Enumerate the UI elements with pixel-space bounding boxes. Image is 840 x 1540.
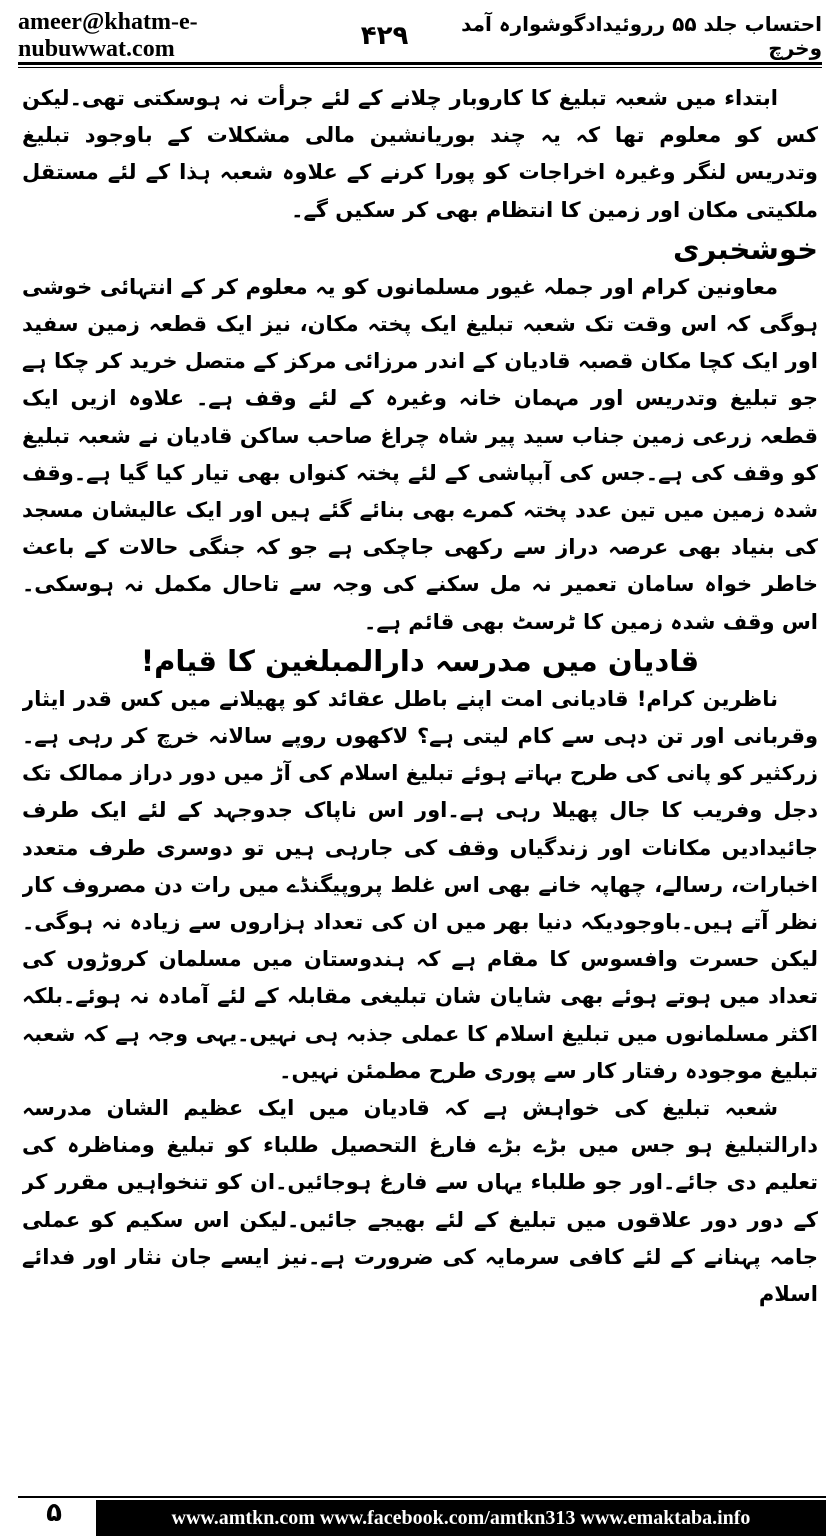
header-page-number: ۴۲۹ — [360, 21, 409, 51]
footer-page-number: ۵ — [46, 1498, 62, 1528]
page-body — [22, 80, 818, 1480]
header-left — [18, 9, 408, 63]
heading-madrasa: قادیان میں مدرسہ دارالمبلغین کا قیام! — [140, 643, 700, 678]
header-email: ameer@khatm-e-nubuwwat.com — [18, 9, 198, 62]
paragraph-2: معاونین کرام اور جملہ غیور مسلمانوں کو یہ معلوم کر کے انتہائی خوشی ہوگی کہ اس وقت تک شعبہ تبلیغ ایک پختہ مکان، نیز ایک قطعہ زمین سفید اور ایک کچا مکان قصبہ قادیان کے اندر مرزائی مرکز کے متصل خرید کر چکا ہے جو تبلیغ وتدریس اور مہمان خانہ وغیرہ کے لئے وقف ہے۔ علاوہ ازیں ایک قطعہ زرعی زمین جناب سید پیر شاہ چراغ صاحب ساکن قادیان نے شعبہ تبلیغ کو وقف کی ہے۔جس کی آبپاشی کے لئے پختہ کنواں بھی تیار کیا گیا ہے۔وقف شدہ زمین میں تین عدد پختہ کمرے بھی بنائے گئے ہیں اور ایک عالیشان مسجد کی بنیاد بھی عرصہ دراز سے رکھی جاچکی ہے جو کہ جنگی حالات کے باعث خاطر خواہ سامان تعمیر نہ مل سکنے کی وجہ سے تاحال مکمل نہ ہوسکی۔اس وقف شدہ زمین کا ٹرسٹ بھی قائم ہے۔ — [22, 274, 818, 634]
header-rule — [18, 62, 822, 65]
header-title: احتساب جلد ۵۵ رروئیدادگوشوارہ آمد وخرچ — [461, 12, 822, 60]
footer-rule — [18, 1496, 826, 1498]
page-footer — [0, 1492, 840, 1540]
paragraph-4: شعبہ تبلیغ کی خواہش ہے کہ قادیان میں ایک عظیم الشان مدرسہ دارالتبلیغ ہو جس میں بڑے بڑے فارغ التحصیل طلباء کو تبلیغ ومناظرہ کی تعلیم دی جائے۔اور جو طلباء یہاں سے فارغ ہوجائیں۔ان کو تنخواہیں مقرر کر کے دور دور علاقوں میں تبلیغ کے لئے بھیجے جائیں۔لیکن اس سکیم کو عملی جامہ پہنانے کے لئے کافی سرمایہ کی ضرورت ہے۔نیز ایسے جان نثار اور فدائے اسلام — [22, 1096, 818, 1307]
paragraph-1: ابتداء میں شعبہ تبلیغ کا کاروبار چلانے کے لئے جرأت نہ ہوسکتی تھی۔لیکن کس کو معلوم تھا کہ یہ چند بوریانشین مالی مشکلات کے باوجود تبلیغ وتدریس لنگر وغیرہ اخراجات کو پورا کرنے کے علاوہ شعبہ ہذا کے لئے مستقل ملکیتی مکان اور زمین کا انتظام بھی کر سکیں گے۔ — [22, 86, 818, 222]
paragraph-3: ناظرین کرام! قادیانی امت اپنے باطل عقائد کو پھیلانے میں کس قدر ایثار وقربانی اور تن دہی سے کام لیتی ہے؟ لاکھوں روپے سالانہ خرچ کر رہی ہے۔زرکثیر کو پانی کی طرح بہاتے ہوئے تبلیغ اسلام کی آڑ میں دور دراز ممالک تک دجل وفریب کا جال پھیلا رہی ہے۔اور اس ناپاک جدوجہد کے لئے ایک طرف جائیدادیں مکانات اور زندگیاں وقف کی جارہی ہیں تو دوسری طرف متعدد اخبارات، رسالے، چھاپہ خانے بھی اس غلط پروپیگنڈے میں رات دن مصروف کار نظر آتے ہیں۔باوجودیکہ دنیا بھر میں ان کی تعداد ہزاروں سے زیادہ نہ ہوگی۔لیکن حسرت وافسوس کا مقام ہے کہ ہندوستان میں مسلمان کروڑوں کی تعداد میں ہوتے ہوئے بھی شایان شان تبلیغی مقابلہ کے لئے آمادہ نہ ہوئے۔بلکہ اکثر مسلمانوں میں تبلیغ اسلام کا عملی جذبہ ہی نہیں۔یہی وجہ ہے کہ شعبہ تبلیغ موجودہ رفتار کار سے پوری طرح مطمئن نہیں۔ — [22, 686, 818, 1083]
header-rule-thin — [18, 67, 822, 68]
footer-links-bar: www.amtkn.com www.facebook.com/amtkn313 www.emaktaba.info — [96, 1500, 826, 1536]
heading-good-news: خوشخبری — [673, 231, 818, 266]
page-header — [18, 9, 822, 62]
